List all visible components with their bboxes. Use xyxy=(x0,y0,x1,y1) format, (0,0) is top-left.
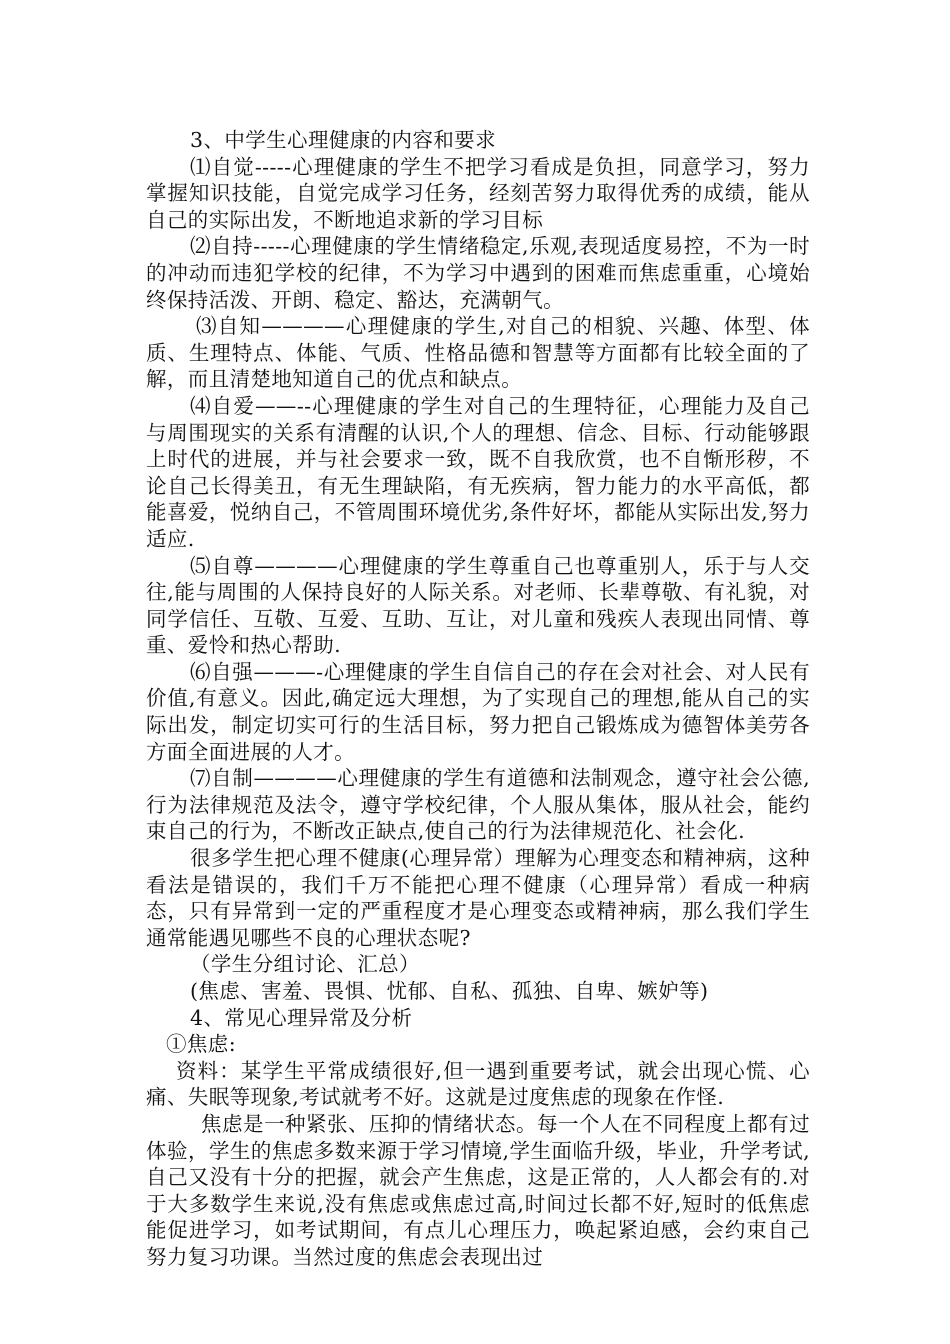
section-3-heading: 3、中学生心理健康的内容和要求 xyxy=(190,128,497,152)
material-paragraph: 资料：某学生平常成绩很好,但一遇到重要考试，就会出现心慌、心痛、失眠等现象,考试就考不好。这就是过度焦虑的现象在作怪. xyxy=(146,1058,810,1110)
states-list: (焦虑、害羞、畏惧、忧郁、自私、孤独、自卑、嫉妒等) xyxy=(190,979,709,1003)
anxiety-heading: ①焦虑: xyxy=(166,1032,237,1057)
paragraph-psychological-abnormality: 很多学生把心理不健康(心理异常）理解为心理变态和精神病，这种看法是错误的，我们千万不能把心理不健康（心理异常）看成一种病态，只有异常到一定的严重程度才是心理变态或精神病，那么我们学生通常能遇见哪些不良的心理状态呢? xyxy=(146,846,810,950)
item-self-love: ⑷自爱——--心理健康的学生对自己的生理特征，心理能力及自己与周围现实的关系有清醒的认识,个人的理想、信念、目标、行动能够跟上时代的进展，并与社会要求一致，既不自我欣赏，也不自惭形秽，不论自己长得美丑，有无生理缺陷，有无疾病，智力能力的水平高低，都能喜爱，悦纳自己，不管周围环境优劣,条件好坏，都能从实际出发,努力适应. xyxy=(146,393,810,551)
item-self-respect: ⑸自尊————心理健康的学生尊重自己也尊重别人，乐于与人交往,能与周围的人保持良好的人际关系。对老师、长辈尊敬、有礼貌，对同学信任、互敬、互爱、互助、互让，对儿童和残疾人表现出同情、尊重、爱怜和热心帮助. xyxy=(146,553,810,658)
discussion-note: （学生分组讨论、汇总） xyxy=(190,952,420,977)
item-self-discipline: ⑺自制————心理健康的学生有道德和法制观念，遵守社会公德,行为法律规范及法令，遵守学校纪律，个人服从集体，服从社会，能约束自己的行为，不断改正缺点,使自己的行为法律规范化、社会化. xyxy=(146,766,810,844)
item-self-knowledge: ⑶自知————心理健康的学生,对自己的相貌、兴趣、体型、体质、生理特点、体能、气质、性格品德和智慧等方面都有比较全面的了解，而且清楚地知道自己的优点和缺点。 xyxy=(146,314,810,392)
item-self-control-emotion: ⑵自持-----心理健康的学生情绪稳定,乐观,表现适度易控，不为一时的冲动而违犯学校的纪律，不为学习中遇到的困难而焦虑重重，心境始终保持活泼、开朗、稳定、豁达，充满朝气。 xyxy=(146,234,810,312)
item-self-awareness-study: ⑴自觉-----心理健康的学生不把学习看成是负担，同意学习，努力掌握知识技能，自觉完成学习任务，经刻苦努力取得优秀的成绩，能从自己的实际出发，不断地追求新的学习目标 xyxy=(146,154,810,232)
anxiety-paragraph: 焦虑是一种紧张、压抑的情绪状态。每一个人在不同程度上都有过体验，学生的焦虑多数来源于学习情境,学生面临升级，毕业，升学考试,自己又没有十分的把握，就会产生焦虑，这是正常的，人人都会有的.对于大多数学生来说,没有焦虑或焦虑过高,时间过长都不好,短时的低焦虑能促进学习，如考试期间，有点儿心理压力，唤起紧迫感，会约束自己努力复习功课。当然过度的焦虑会表现出过 xyxy=(146,1111,810,1269)
section-4-heading: 4、常见心理异常及分析 xyxy=(190,1005,413,1030)
document-body xyxy=(146,127,810,1271)
item-self-strengthening: ⑹自强———-心理健康的学生自信自己的存在会对社会、对人民有价值,有意义。因此,确定远大理想，为了实现自己的理想,能从自己的实际出发，制定切实可行的生活目标，努力把自己锻炼成为德智体美劳各方面全面进展的人才。 xyxy=(146,659,810,764)
